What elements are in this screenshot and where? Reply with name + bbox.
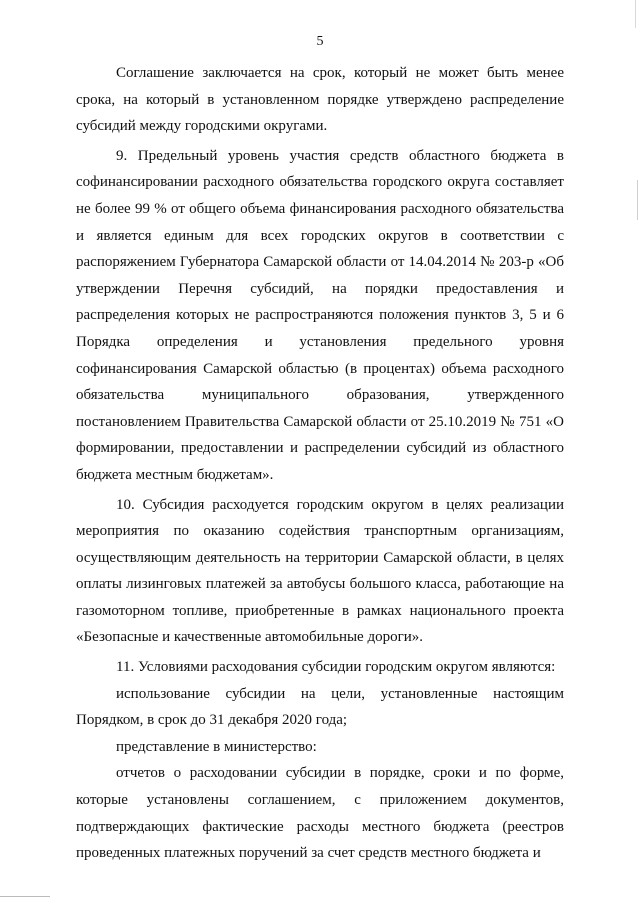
paragraph-item-11-usage: использование субсидии на цели, установленные настоящим Порядком, в срок до 31 декабря 2020 года; — [76, 685, 564, 729]
paragraph-item-11-submission: представление в министерство: — [116, 738, 317, 755]
paragraph-item-11: 11. Условиями расходования субсидии городским округом являются: — [116, 659, 556, 676]
paragraph-item-9: 9. Предельный уровень участия средств областного бюджета в софинансировании расходного обязательства городского округа составляет не более 99 % от общего объема финансирования расходного обязательства и является единым для всех городских округов в соответствии с распоряжением Губернатора Самарской области от 14.04.2014 № 203-р «Об утверждении Перечня субсидий, на порядки предоставления и распределения которых не распространяются положения пунктов 3, 5 и 6 Порядка определения и установления предельного уровня софинансирования Самарской областью (в процентах) объема расходного обязательства муниципального образования, утвержденного постановлением Правительства Самарской области от 25.10.2019 № 751 «О формировании, предоставлении и распределении субсидий из областного бюджета местным бюджетам». — [76, 147, 564, 483]
paragraph-item-11-reports: отчетов о расходовании субсидии в порядке, сроки и по форме, которые установлены соглашением, с приложением документов, подтверждающих фактические расходы местного бюджета (реестров проведенных платежных поручений за счет средств местного бюджета и — [76, 765, 564, 862]
scan-bottom-line — [0, 896, 50, 897]
paragraph-item-10: 10. Субсидия расходуется городским округом в целях реализации мероприятия по оказанию содействия транспортным организациям, осуществляющим деятельность на территории Самарской области, в целях оплаты лизинговых платежей за автобусы большого класса, работающие на газомоторном топливе, приобретенные в рамках национального проекта «Безопасные и качественные автомобильные дороги». — [76, 496, 564, 646]
scan-edge-mark-top — [635, 0, 636, 28]
page-number: 5 — [316, 34, 324, 49]
scan-edge-mark-right — [637, 180, 638, 220]
document-body — [76, 60, 564, 867]
paragraph-agreement-term: Соглашение заключается на срок, который не может быть менее срока, на который в установленном порядке утверждено распределение субсидий между городскими округами. — [76, 65, 564, 135]
